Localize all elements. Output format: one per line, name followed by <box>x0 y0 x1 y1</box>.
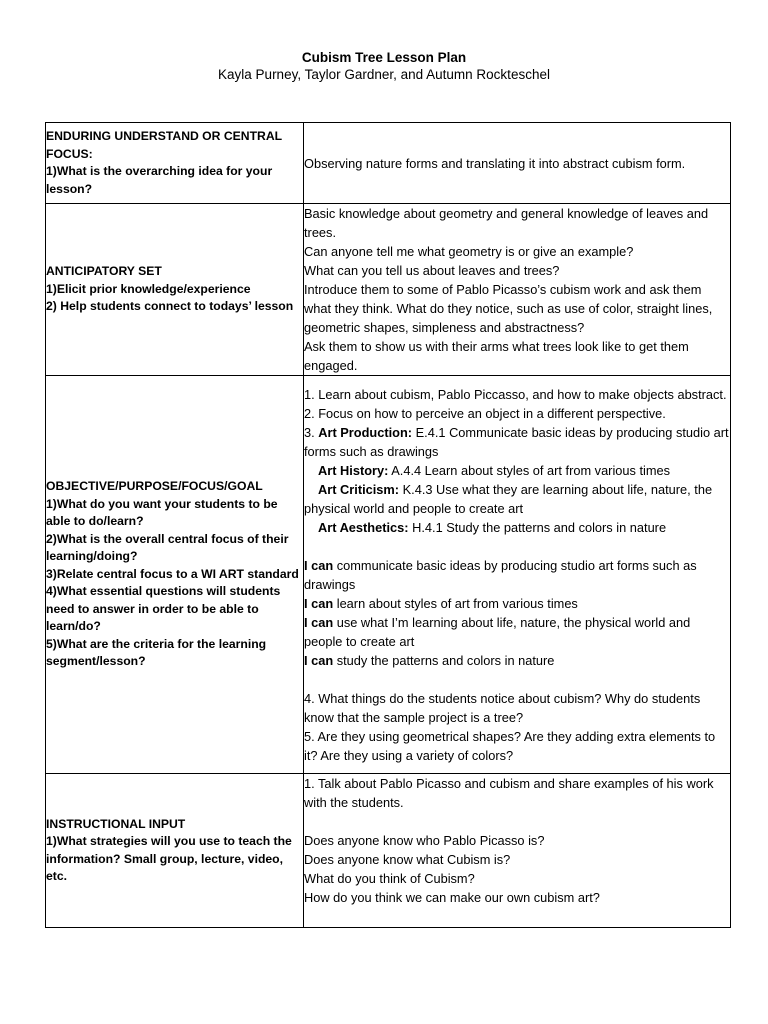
art-criticism-text: K.4.3 Use what they are learning about life, nature, the physical world and people to create art <box>304 481 713 516</box>
i-can-label: I can <box>304 652 334 668</box>
i-can-line <box>304 613 730 651</box>
i-can-line <box>304 651 730 670</box>
anticipatory-question-2: 2) Help students connect to todays’ lesson <box>46 299 294 314</box>
art-history-line <box>304 461 730 480</box>
anticipatory-content-cell <box>304 204 731 376</box>
i-can-text: study the patterns and colors in nature <box>333 652 555 668</box>
instructional-content-cell <box>304 774 731 928</box>
anticipatory-line: Basic knowledge about geometry and general knowledge of leaves and trees. <box>304 206 709 240</box>
document-authors: Kayla Purney, Taylor Gardner, and Autumn Rockteschel <box>218 67 550 82</box>
central-focus-heading: ENDURING UNDERSTAND OR CENTRAL FOCUS: <box>46 129 282 161</box>
i-can-line <box>304 556 730 594</box>
i-can-label: I can <box>304 595 334 611</box>
spacer <box>304 812 730 831</box>
i-can-label: I can <box>304 557 334 573</box>
instructional-question-line: Does anyone know what Cubism is? <box>304 852 511 867</box>
instructional-question-line: Does anyone know who Pablo Picasso is? <box>304 833 545 848</box>
objective-item-3 <box>304 423 730 461</box>
art-history-text: A.4.4 Learn about styles of art from various times <box>388 462 671 478</box>
instructional-question-line: How do you think we can make our own cubism art? <box>304 890 600 905</box>
objective-question: 1)What do you want your students to be able to do/learn? <box>46 496 278 529</box>
instructional-question: 1)What strategies will you use to teach the information? Small group, lecture, video, etc. <box>46 834 292 883</box>
anticipatory-line: Introduce them to some of Pablo Picasso’s cubism work and ask them what they think. What do they notice, such as use of color, straight lines, geometric shapes, simpleness and abstractness? <box>304 282 713 335</box>
objective-question: 5)What are the criteria for the learning segment/lesson? <box>46 636 267 669</box>
i-can-text: learn about styles of art from various times <box>333 595 578 611</box>
art-aesthetics-label: Art Aesthetics: <box>318 519 409 535</box>
objective-question: 3)Relate central focus to a WI ART standard <box>46 566 299 581</box>
anticipatory-line: What can you tell us about leaves and trees? <box>304 263 560 278</box>
i-can-text: use what I’m learning about life, nature, the physical world and people to create art <box>304 614 691 649</box>
art-criticism-label: Art Criticism: <box>318 481 400 497</box>
objective-item-5: 5. Are they using geometrical shapes? Are they adding extra elements to it? Are they using a variety of colors? <box>304 728 716 763</box>
spacer <box>304 670 730 689</box>
art-production-text: E.4.1 Communicate basic ideas by producing studio art forms such as drawings <box>304 424 729 459</box>
central-focus-question: 1)What is the overarching idea for your lesson? <box>46 164 273 196</box>
spacer <box>304 537 730 556</box>
central-focus-content-cell <box>304 123 731 204</box>
row-central-focus <box>46 123 731 204</box>
art-aesthetics-line <box>304 518 730 537</box>
art-history-label: Art History: <box>318 462 389 478</box>
objective-label-cell <box>46 376 304 774</box>
art-criticism-line <box>304 480 730 518</box>
anticipatory-question-1: 1)Elicit prior knowledge/experience <box>46 281 251 296</box>
anticipatory-heading: ANTICIPATORY SET <box>46 264 162 279</box>
central-focus-content: Observing nature forms and translating it into abstract cubism form. <box>304 155 686 171</box>
anticipatory-line: Ask them to show us with their arms what trees look like to get them engaged. <box>304 339 689 373</box>
art-aesthetics-text: H.4.1 Study the patterns and colors in nature <box>408 519 667 535</box>
i-can-label: I can <box>304 614 334 630</box>
anticipatory-label-cell <box>46 204 304 376</box>
objective-question: 2)What is the overall central focus of their learning/doing? <box>46 531 289 564</box>
lesson-plan-table <box>45 122 731 928</box>
objective-item-1: 1. Learn about cubism, Pablo Piccasso, and how to make objects abstract. <box>304 386 727 402</box>
objective-item-2: 2. Focus on how to perceive an object in a different perspective. <box>304 405 666 421</box>
instructional-item-1: 1. Talk about Pablo Picasso and cubism and share examples of his work with the students. <box>304 776 714 810</box>
objective-question: 4)What essential questions will students need to answer in order to be able to learn/do? <box>46 584 281 634</box>
instructional-heading: INSTRUCTIONAL INPUT <box>46 816 186 831</box>
i-can-text: communicate basic ideas by producing studio art forms such as drawings <box>304 557 697 592</box>
art-production-label: Art Production: <box>318 424 413 440</box>
objective-content-cell <box>304 376 731 774</box>
instructional-label-cell <box>46 774 304 928</box>
i-can-line <box>304 594 730 613</box>
anticipatory-line: Can anyone tell me what geometry is or give an example? <box>304 244 634 259</box>
central-focus-label-cell <box>46 123 304 204</box>
document-title: Cubism Tree Lesson Plan <box>301 50 467 65</box>
item-number: 3. <box>304 424 319 440</box>
row-instructional-input <box>46 774 731 928</box>
objective-item-4: 4. What things do the students notice about cubism? Why do students know that the sample project is a tree? <box>304 690 701 725</box>
row-anticipatory-set <box>46 204 731 376</box>
instructional-question-line: What do you think of Cubism? <box>304 871 475 886</box>
objective-heading: OBJECTIVE/PURPOSE/FOCUS/GOAL <box>46 479 263 494</box>
row-objective <box>46 376 731 774</box>
